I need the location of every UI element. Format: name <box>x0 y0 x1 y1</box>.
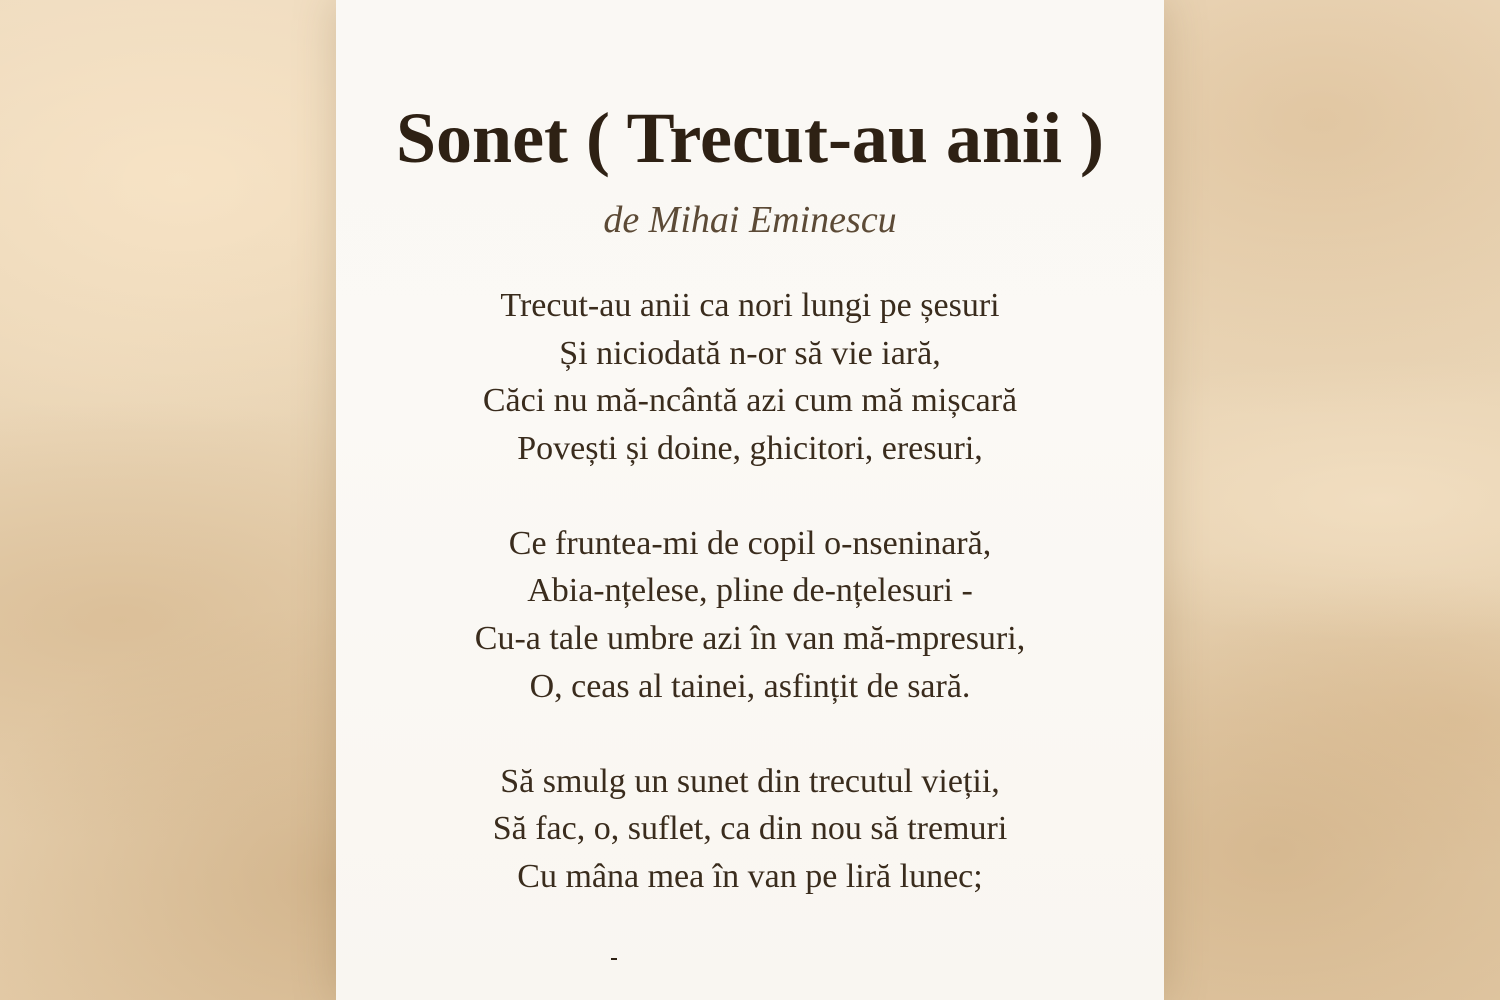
poem-line: Abia-nțelese, pline de-nțelesuri - <box>527 572 973 610</box>
poem-body <box>336 282 1164 948</box>
stanza <box>336 282 1164 473</box>
poem-line: Cu mâna mea în van pe liră lunec; <box>517 857 983 895</box>
poem-line: Să fac, o, suflet, ca din nou să tremuri <box>492 810 1008 848</box>
poem-line: Să smulg un sunet din trecutul vieții, <box>500 762 1000 800</box>
poem-line: Povești și doine, ghicitori, eresuri, <box>517 430 983 468</box>
poem-author: de Mihai Eminescu <box>603 199 897 241</box>
poem-line: Cu-a tale umbre azi în van mă-mpresuri, <box>474 620 1026 658</box>
poem-line: Ce fruntea-mi de copil o-nseninară, <box>508 524 992 562</box>
stanza <box>336 520 1164 711</box>
poem-line: Căci nu mă-ncântă azi cum mă mișcară <box>482 382 1018 420</box>
poem-page <box>336 0 1164 1000</box>
poem-line: Trecut-au anii ca nori lungi pe șesuri <box>500 287 1000 324</box>
poem-line: Și niciodată n-or să vie iară, <box>559 334 941 372</box>
poem-line: O, ceas al tainei, asfințit de sară. <box>529 667 971 705</box>
stanza <box>336 758 1164 901</box>
poem-title: Sonet ( Trecut-au anii ) <box>395 98 1104 178</box>
ink-mark <box>611 958 617 960</box>
